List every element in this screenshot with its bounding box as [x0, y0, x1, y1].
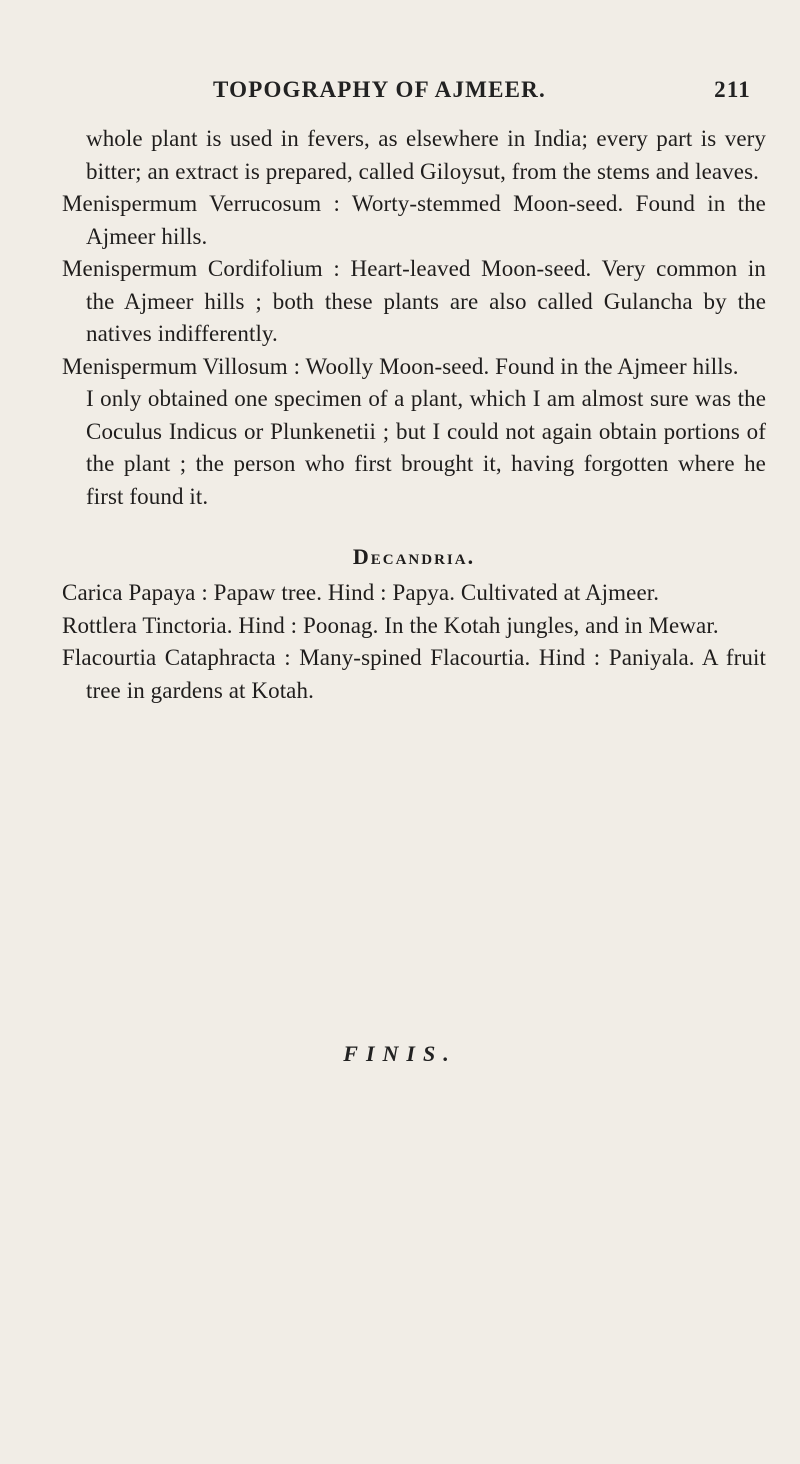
- entry-rottlera-tinctoria: Rottlera Tinctoria. Hind : Poonag. In the Kotah jungles, and in Mewar.: [62, 612, 719, 638]
- paragraph-continuation: whole plant is used in fevers, as elsewhere in India; every part is very bitter; an extract is prepared, called Giloysut, from the stems and leaves.: [86, 126, 766, 184]
- entry-menispermum-cordifolium: Menispermum Cordifolium : Heart-leaved Moon-seed. Very common in the Ajmeer hills ; both these plants are also called Gulancha by the natives indifferently.: [62, 256, 766, 346]
- finis-closing: FINIS.: [343, 1041, 457, 1066]
- paragraph-coculus-note: I only obtained one specimen of a plant, which I am almost sure was the Coculus Indicus or Plunkenetii ; but I could not again obtain portions of the plant ; the person who first brought it, having forgotten where he first found it.: [86, 386, 766, 509]
- running-head: [213, 77, 751, 111]
- section-heading-decandria: Decandria.: [352, 544, 476, 569]
- page-number: 211: [714, 77, 751, 102]
- body-text: [62, 123, 766, 707]
- entry-flacourtia-cataphracta: Flacourtia Cataphracta : Many-spined Flacourtia. Hind : Paniyala. A fruit tree in gardens at Kotah.: [62, 645, 766, 703]
- entry-menispermum-verrucosum: Menispermum Verrucosum : Worty-stemmed Moon-seed. Found in the Ajmeer hills.: [62, 191, 766, 249]
- entry-menispermum-villosum: Menispermum Villosum : Woolly Moon-seed. Found in the Ajmeer hills.: [62, 353, 739, 379]
- entry-carica-papaya: Carica Papaya : Papaw tree. Hind : Papya. Cultivated at Ajmeer.: [62, 580, 660, 605]
- running-title: TOPOGRAPHY OF AJMEER.: [213, 77, 546, 102]
